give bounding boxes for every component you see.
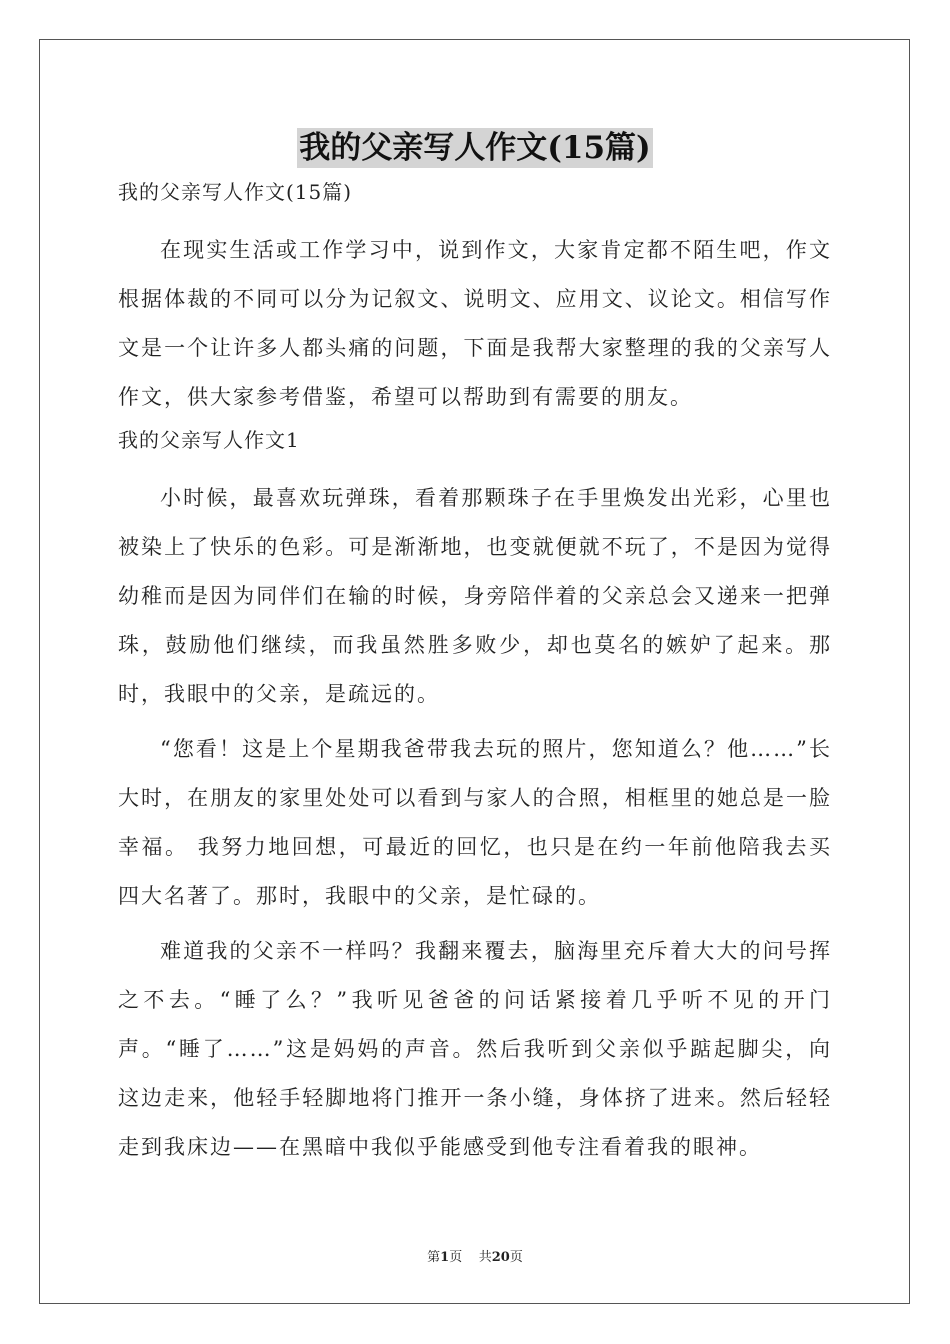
- total-pages: 20: [491, 1250, 510, 1265]
- page-prefix: 第: [427, 1250, 441, 1265]
- body-paragraph-3: 难道我的父亲不一样吗？我翻来覆去，脑海里充斥着大大的问号挥之不去。“睡了么？”我听见爸爸的问话紧接着几乎听不见的开门声。“睡了……”这是妈妈的声音。然后我听到父亲似乎踮起脚尖，向这边走来，他轻手轻脚地将门推开一条小缝，身体挤了进来。然后轻轻走到我床边——在黑暗中我似乎能感受到他专注看着我的眼神。: [118, 939, 832, 1159]
- document-title: 我的父亲写人作文(15篇): [299, 130, 651, 166]
- title-container: [118, 128, 832, 170]
- body-paragraph-1: 小时候，最喜欢玩弹珠，看着那颗珠子在手里焕发出光彩，心里也被染上了快乐的色彩。可是渐渐地，也变就便就不玩了，不是因为觉得幼稚而是因为同伴们在输的时候，身旁陪伴着的父亲总会又递来一把弹珠，鼓励他们继续，而我虽然胜多败少，却也莫名的嫉妒了起来。那时，我眼中的父亲，是疏远的。: [118, 486, 832, 706]
- body-paragraph-2: “您看！这是上个星期我爸带我去玩的照片，您知道么？他……”长大时，在朋友的家里处处可以看到与家人的合照，相框里的她总是一脸幸福。 我努力地回想，可最近的回忆，也只是在约一年前他陪我去买四大名著了。那时，我眼中的父亲，是忙碌的。: [118, 737, 832, 908]
- page-footer: [0, 1246, 950, 1265]
- section-heading: 我的父亲写人作文1: [118, 428, 300, 452]
- document-body: [118, 128, 832, 1172]
- document-subtitle: 我的父亲写人作文(15篇): [118, 180, 353, 204]
- page-suffix: 页: [449, 1250, 463, 1265]
- total-suffix: 页: [509, 1250, 523, 1265]
- page-number: 1: [440, 1250, 450, 1265]
- total-prefix: 共: [478, 1250, 492, 1265]
- intro-paragraph: 在现实生活或工作学习中，说到作文，大家肯定都不陌生吧，作文根据体裁的不同可以分为记叙文、说明文、应用文、议论文。相信写作文是一个让许多人都头痛的问题，下面是我帮大家整理的我的父亲写人作文，供大家参考借鉴，希望可以帮助到有需要的朋友。: [118, 238, 832, 409]
